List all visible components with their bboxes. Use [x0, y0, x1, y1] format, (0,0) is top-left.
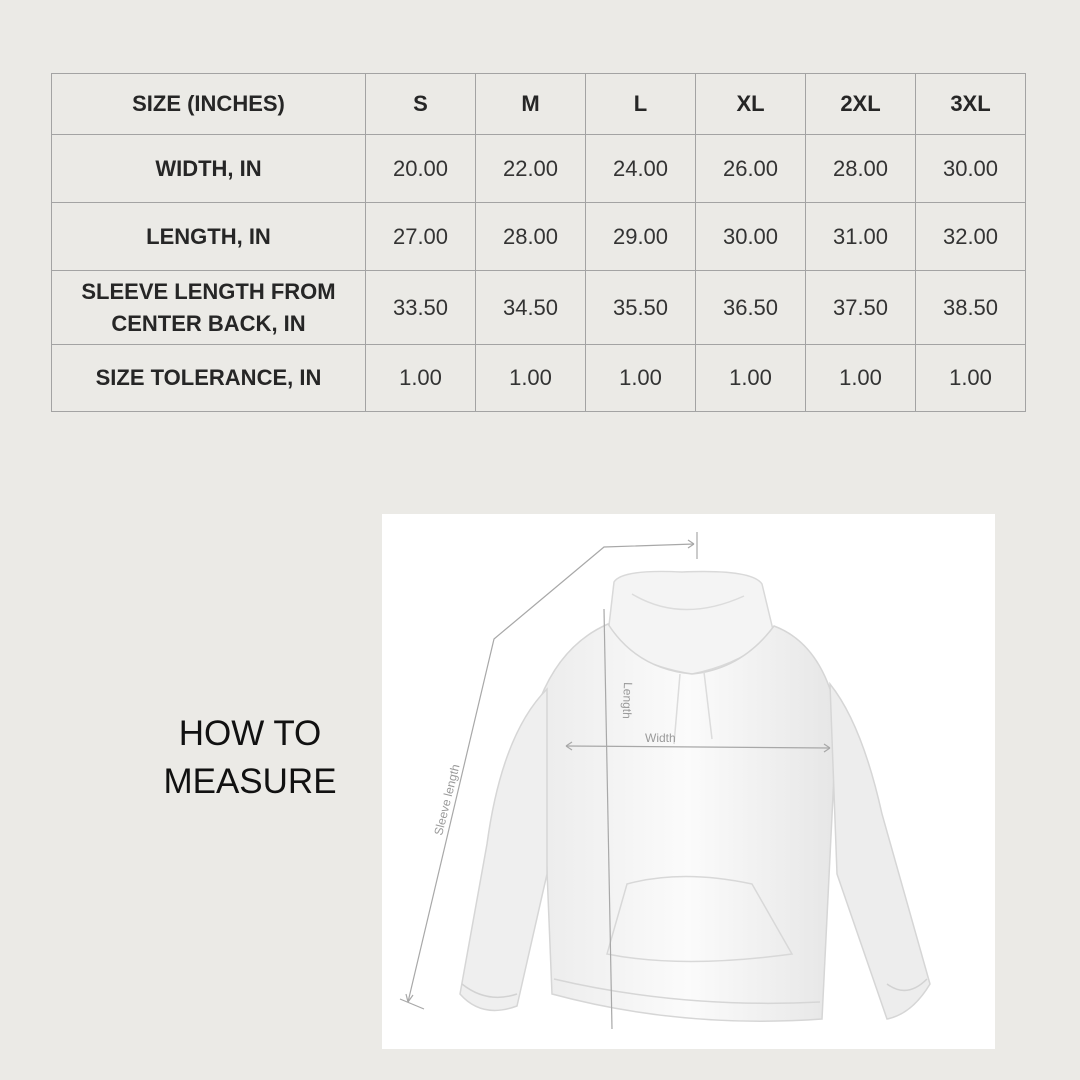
row-label-sleeve-line1: SLEEVE LENGTH FROM — [81, 278, 336, 304]
hoodie-icon — [460, 571, 930, 1021]
table-cell: 31.00 — [806, 203, 916, 271]
table-cell: 28.00 — [476, 203, 586, 271]
row-label-length: LENGTH, IN — [52, 203, 366, 271]
table-cell: 22.00 — [476, 135, 586, 203]
header-size-3xl: 3XL — [916, 74, 1026, 135]
row-label-width: WIDTH, IN — [52, 135, 366, 203]
size-chart-table — [51, 73, 1026, 412]
how-to-line1: HOW TO — [178, 714, 322, 753]
table-cell: 1.00 — [916, 345, 1026, 412]
header-size-xl: XL — [696, 74, 806, 135]
table-cell: 32.00 — [916, 203, 1026, 271]
table-row-sleeve-length — [52, 271, 1026, 345]
table-cell: 27.00 — [366, 203, 476, 271]
header-size-m: M — [476, 74, 586, 135]
table-cell: 1.00 — [806, 345, 916, 412]
table-cell: 1.00 — [696, 345, 806, 412]
table-row-length — [52, 203, 1026, 271]
table-cell: 1.00 — [476, 345, 586, 412]
table-cell: 33.50 — [366, 271, 476, 345]
table-cell: 26.00 — [696, 135, 806, 203]
header-size-2xl: 2XL — [806, 74, 916, 135]
table-cell: 36.50 — [696, 271, 806, 345]
table-cell: 28.00 — [806, 135, 916, 203]
row-label-sleeve-length — [52, 271, 366, 345]
table-cell: 29.00 — [586, 203, 696, 271]
how-to-measure-heading — [150, 710, 350, 806]
how-to-line2: MEASURE — [163, 762, 337, 801]
table-cell: 37.50 — [806, 271, 916, 345]
table-cell: 30.00 — [916, 135, 1026, 203]
table-header-row — [52, 74, 1026, 135]
hoodie-measurement-diagram — [382, 514, 995, 1049]
table-cell: 34.50 — [476, 271, 586, 345]
table-cell: 35.50 — [586, 271, 696, 345]
table-row-width — [52, 135, 1026, 203]
length-label: Length — [619, 681, 635, 720]
row-label-size-tolerance: SIZE TOLERANCE, IN — [52, 345, 366, 412]
table-cell: 1.00 — [366, 345, 476, 412]
table-cell: 1.00 — [586, 345, 696, 412]
width-label: Width — [645, 731, 676, 745]
header-size-l: L — [586, 74, 696, 135]
sleeve-length-label: Sleeve length — [431, 762, 463, 837]
table-cell: 30.00 — [696, 203, 806, 271]
table-cell: 38.50 — [916, 271, 1026, 345]
row-label-sleeve-line2: CENTER BACK, IN — [111, 310, 306, 336]
header-size-s: S — [366, 74, 476, 135]
table-cell: 20.00 — [366, 135, 476, 203]
table-cell: 24.00 — [586, 135, 696, 203]
table-row-size-tolerance — [52, 345, 1026, 412]
header-size-inches: SIZE (INCHES) — [52, 74, 366, 135]
